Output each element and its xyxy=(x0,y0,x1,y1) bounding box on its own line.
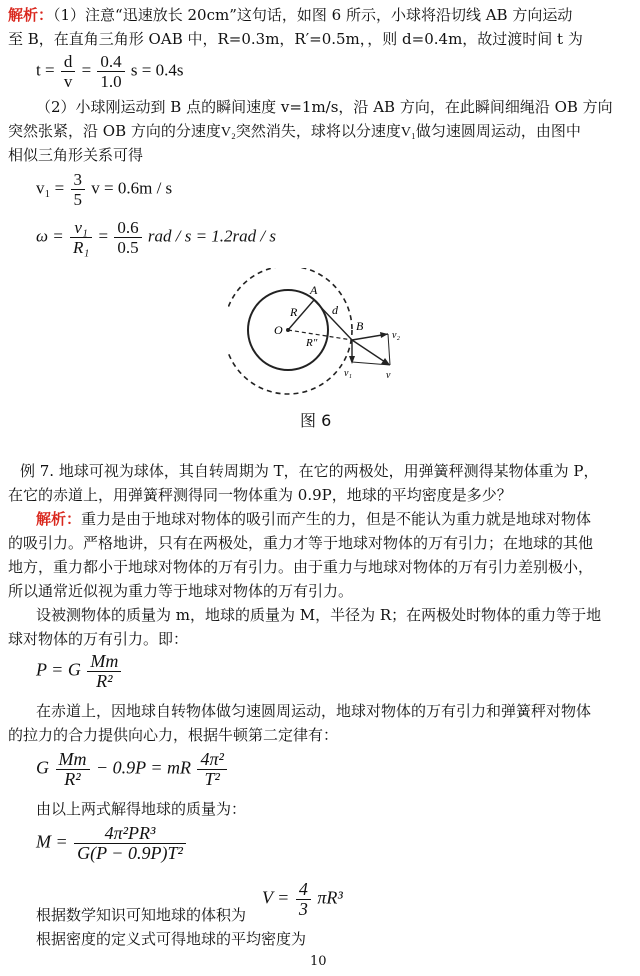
equation-omega: ω = $\frac{\text{v₁}}{\text{R₁}}$ = $\frac{0.6}{0.5}$ rad / s = 1.2rad / s xyxy=(36,218,277,257)
para2-line3: 相似三角形关系可得 xyxy=(8,146,144,164)
para3-line3: 地方，重力都小于地球对物体的万有引力。由于重力与地球对物体的万有引力差别极小， xyxy=(8,558,594,576)
outer-dashed-circle xyxy=(228,268,352,394)
parallelogram-side-right xyxy=(388,334,390,365)
para5-line2: 的拉力的合力提供向心力，根据牛顿第二定律有： xyxy=(8,726,339,744)
label-Rpp: R″ xyxy=(306,337,318,349)
equation-v1: v₁ = $\frac{3}{5}$ v = 0.6m / s xyxy=(36,170,173,209)
label-v1: v₁ xyxy=(344,368,352,379)
fraction-0.4-1.0: $\frac{0.4}{1.0}$ xyxy=(97,52,124,91)
radius-Rpp-line xyxy=(288,330,352,340)
equation-newton: G $\frac{Mm}{\text{R²}}$ − 0.9P = mR $\frac{\text{4π²}}{\text{T²}}$ xyxy=(36,750,229,789)
para2-line2: 突然张紧，沿 OB 方向的分速度V₂突然消失，球将以分速度V₁做匀速圆周运动，由图中 xyxy=(8,122,581,140)
para1-line2: 至 B，在直角三角形 OAB 中，R=0.3m，R′=0.5m，，则 d=0.4m，故过渡时间 t 为 xyxy=(8,30,583,48)
v1-arrowhead xyxy=(349,356,355,364)
v-vector xyxy=(352,340,388,364)
example7-line2: 在它的赤道上，用弹簧秤测得同一物体重为 0.9P，地球的平均密度是多少？ xyxy=(8,486,512,504)
para3-line1: 解析：重力是由于地球对物体的吸引而产生的力，但是不能认为重力就是地球对物体 xyxy=(36,510,592,528)
para3-line4: 所以通常近似视为重力等于地球对物体的万有引力。 xyxy=(8,582,354,600)
label-d: d xyxy=(332,303,338,317)
para2-line1: （2）小球刚运动到 B 点的瞬间速度 v=1m/s，沿 AB 方向，在此瞬间细绳沿 OB 方向 xyxy=(36,98,613,116)
para4-line1: 设被测物体的质量为 m，地球的质量为 M，半径为 R；在两极处时物体的重力等于地 xyxy=(36,606,602,624)
fraction-4-3: $\frac{4}{3}$ xyxy=(296,880,311,919)
para5-line1: 在赤道上，因地球自转物体做匀速圆周运动，地球对物体的万有引力和弹簧秤对物体 xyxy=(36,702,592,720)
fraction-3-5: $\frac{3}{5}$ xyxy=(71,170,86,209)
para7-line2: 根据密度的定义式可得地球的平均密度为 xyxy=(36,930,307,948)
equation-V: V = $\frac{4}{3}$ πR³ xyxy=(262,879,343,919)
equation-M: M = $\frac{\text{4π²PR³}}{\text{G(P − 0.9P)T²}}$ xyxy=(36,824,188,863)
example7-line1: 例 7. 地球可视为球体，其自转周期为 T，在它的两极处，用弹簧秤测得某物体重为 P， xyxy=(20,462,599,480)
fraction-0.6-0.5: $\frac{0.6}{0.5}$ xyxy=(114,218,141,257)
fraction-v1-R1: $\frac{\text{v₁}}{\text{R₁}}$ xyxy=(70,218,92,257)
fraction-4pi2-T2: $\frac{\text{4π²}}{\text{T²}}$ xyxy=(197,750,226,789)
para3-line2: 的吸引力。严格地讲，只有在两极处，重力才等于地球对物体的万有引力；在地球的其他 xyxy=(8,534,594,552)
fraction-Mm-R2: $\frac{Mm}{\text{R²}}$ xyxy=(87,652,121,691)
label-R: R xyxy=(290,305,298,319)
fraction-d-v: $\frac{d}{v}$ xyxy=(61,52,76,91)
analysis-label: 解析： xyxy=(36,510,82,528)
figure-6-diagram xyxy=(228,268,408,402)
label-v2: v₂ xyxy=(392,330,400,341)
label-v: v xyxy=(386,370,391,381)
equation-t: t = $\frac{d}{v}$ = $\frac{0.4}{1.0}$ s = 0.4s xyxy=(36,52,184,91)
fraction-Mm-R2: $\frac{Mm}{\text{R²}}$ xyxy=(56,750,90,789)
figure-caption: 图 6 xyxy=(300,411,332,430)
para6-line1: 由以上两式解得地球的质量为： xyxy=(36,800,247,818)
label-O: O xyxy=(274,323,283,337)
analysis-label: 解析： xyxy=(8,6,54,24)
fraction-mass: $\frac{\text{4π²PR³}}{\text{G(P − 0.9P)T²}}$ xyxy=(74,824,186,863)
label-B: B xyxy=(356,319,364,333)
equation-P: P = G $\frac{Mm}{\text{R²}}$ xyxy=(36,652,123,691)
para1-line1: 解析：（1）注意“迅速放长 20cm”这句话，如图 6 所示，小球将沿切线 AB 方向运动 xyxy=(8,6,573,24)
page-number: 10 xyxy=(310,954,327,969)
para7-line1: 根据数学知识可知地球的体积为 xyxy=(36,906,247,924)
para4-line2: 球对物体的万有引力。即： xyxy=(8,630,189,648)
label-A: A xyxy=(310,283,318,297)
v2-arrowhead xyxy=(380,332,388,338)
